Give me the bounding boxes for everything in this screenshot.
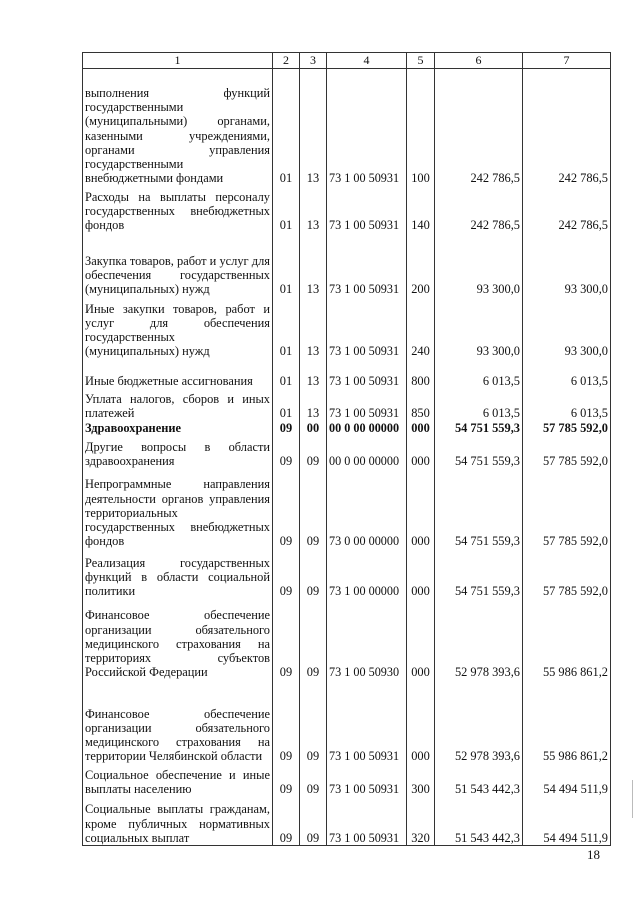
row-name: Реализация государственных функций в области социальной политики: [83, 549, 273, 599]
row-name: выполнения функций государственными (муниципальными) органами, казенными учреждениями, органами управления государственными внебюджетными фондами: [83, 69, 273, 186]
row-target-code: 73 1 00 50931: [327, 797, 407, 846]
table-row: [83, 389, 611, 421]
row-amount-2: 55 986 861,2: [523, 599, 611, 680]
row-target-code: 00 0 00 00000: [327, 436, 407, 469]
row-amount-2: 57 785 592,0: [523, 436, 611, 469]
row-subsection: 13: [300, 186, 327, 233]
row-amount-1: 52 978 393,6: [435, 680, 523, 764]
table-row: [83, 359, 611, 389]
row-target-code: 73 1 00 50931: [327, 680, 407, 764]
row-name: Иные закупки товаров, работ и услуг для обеспечения государственных (муниципальных) нужд: [83, 297, 273, 359]
budget-table: [82, 52, 611, 846]
row-name: Непрограммные направления деятельности органов управления территориальных государственных внебюджетных фондов: [83, 469, 273, 549]
row-section: 01: [273, 69, 300, 186]
row-expense-type: 800: [407, 359, 435, 389]
header-col-5: 5: [407, 53, 435, 69]
row-section: 09: [273, 421, 300, 436]
row-name: Социальное обеспечение и иные выплаты населению: [83, 764, 273, 797]
table-row: [83, 297, 611, 359]
row-subsection: 00: [300, 421, 327, 436]
row-amount-1: 54 751 559,3: [435, 421, 523, 436]
header-col-4: 4: [327, 53, 407, 69]
row-subsection: 09: [300, 599, 327, 680]
row-expense-type: 140: [407, 186, 435, 233]
table-row: [83, 186, 611, 233]
table-row: [83, 764, 611, 797]
row-subsection: 13: [300, 233, 327, 297]
row-subsection: 09: [300, 764, 327, 797]
row-amount-1: 54 751 559,3: [435, 549, 523, 599]
table-row: [83, 469, 611, 549]
header-col-2: 2: [273, 53, 300, 69]
row-expense-type: 850: [407, 389, 435, 421]
header-col-6: 6: [435, 53, 523, 69]
row-section: 09: [273, 680, 300, 764]
row-target-code: 73 1 00 50931: [327, 233, 407, 297]
row-name: Уплата налогов, сборов и иных платежей: [83, 389, 273, 421]
row-amount-2: 57 785 592,0: [523, 469, 611, 549]
row-section: 01: [273, 389, 300, 421]
row-target-code: 73 1 00 50931: [327, 186, 407, 233]
row-amount-1: 93 300,0: [435, 233, 523, 297]
row-amount-2: 57 785 592,0: [523, 549, 611, 599]
row-amount-1: 6 013,5: [435, 359, 523, 389]
row-name: Расходы на выплаты персоналу государственных внебюджетных фондов: [83, 186, 273, 233]
row-expense-type: 000: [407, 680, 435, 764]
row-target-code: 73 1 00 50931: [327, 359, 407, 389]
scan-edge-mark: [632, 780, 633, 818]
row-name: Иные бюджетные ассигнования: [83, 359, 273, 389]
table-row: [83, 549, 611, 599]
row-subsection: 13: [300, 389, 327, 421]
row-name: Другие вопросы в области здравоохранения: [83, 436, 273, 469]
row-name: Закупка товаров, работ и услуг для обеспечения государственных (муниципальных) нужд: [83, 233, 273, 297]
row-target-code: 73 1 00 50931: [327, 69, 407, 186]
row-amount-2: 242 786,5: [523, 69, 611, 186]
row-expense-type: 000: [407, 549, 435, 599]
page-number: 18: [587, 847, 600, 862]
row-amount-2: 54 494 511,9: [523, 764, 611, 797]
row-subsection: 13: [300, 297, 327, 359]
header-col-1: 1: [83, 53, 273, 69]
row-expense-type: 300: [407, 764, 435, 797]
header-col-3: 3: [300, 53, 327, 69]
row-section: 09: [273, 549, 300, 599]
row-subsection: 13: [300, 359, 327, 389]
row-expense-type: 000: [407, 599, 435, 680]
row-expense-type: 240: [407, 297, 435, 359]
row-section: 01: [273, 233, 300, 297]
row-amount-1: 54 751 559,3: [435, 469, 523, 549]
row-amount-2: 93 300,0: [523, 233, 611, 297]
row-section: 09: [273, 469, 300, 549]
row-section: 09: [273, 436, 300, 469]
row-amount-1: 51 543 442,3: [435, 764, 523, 797]
row-amount-1: 6 013,5: [435, 389, 523, 421]
row-expense-type: 320: [407, 797, 435, 846]
table-row: [83, 69, 611, 186]
row-amount-2: 93 300,0: [523, 297, 611, 359]
table-row: [83, 599, 611, 680]
row-amount-1: 93 300,0: [435, 297, 523, 359]
row-expense-type: 000: [407, 436, 435, 469]
row-expense-type: 200: [407, 233, 435, 297]
row-amount-2: 54 494 511,9: [523, 797, 611, 846]
row-target-code: 00 0 00 00000: [327, 421, 407, 436]
row-subsection: 13: [300, 69, 327, 186]
row-section: 01: [273, 186, 300, 233]
row-section: 09: [273, 797, 300, 846]
row-target-code: 73 1 00 50930: [327, 599, 407, 680]
row-amount-1: 242 786,5: [435, 186, 523, 233]
row-amount-2: 57 785 592,0: [523, 421, 611, 436]
row-subsection: 09: [300, 797, 327, 846]
row-amount-2: 55 986 861,2: [523, 680, 611, 764]
row-target-code: 73 1 00 00000: [327, 549, 407, 599]
row-amount-1: 52 978 393,6: [435, 599, 523, 680]
row-expense-type: 000: [407, 421, 435, 436]
table-row: [83, 233, 611, 297]
row-target-code: 73 1 00 50931: [327, 297, 407, 359]
table-row: [83, 436, 611, 469]
row-name: Здравоохранение: [83, 421, 273, 436]
row-target-code: 73 1 00 50931: [327, 389, 407, 421]
row-amount-1: 54 751 559,3: [435, 436, 523, 469]
row-section: 01: [273, 359, 300, 389]
header-col-7: 7: [523, 53, 611, 69]
table-row: [83, 680, 611, 764]
header-row: [83, 53, 611, 69]
row-expense-type: 000: [407, 469, 435, 549]
row-subsection: 09: [300, 469, 327, 549]
row-subsection: 09: [300, 549, 327, 599]
row-amount-2: 6 013,5: [523, 389, 611, 421]
row-amount-1: 242 786,5: [435, 69, 523, 186]
row-expense-type: 100: [407, 69, 435, 186]
row-name: Финансовое обеспечение организации обязательного медицинского страхования на территории Челябинской области: [83, 680, 273, 764]
row-amount-1: 51 543 442,3: [435, 797, 523, 846]
table-row: [83, 421, 611, 436]
row-amount-2: 242 786,5: [523, 186, 611, 233]
row-name: Социальные выплаты гражданам, кроме публичных нормативных социальных выплат: [83, 797, 273, 846]
row-section: 01: [273, 297, 300, 359]
row-section: 09: [273, 599, 300, 680]
row-subsection: 09: [300, 436, 327, 469]
row-target-code: 73 0 00 00000: [327, 469, 407, 549]
row-amount-2: 6 013,5: [523, 359, 611, 389]
row-name: Финансовое обеспечение организации обязательного медицинского страхования на территориях субъектов Российской Федерации: [83, 599, 273, 680]
row-section: 09: [273, 764, 300, 797]
table-row: [83, 797, 611, 846]
row-target-code: 73 1 00 50931: [327, 764, 407, 797]
row-subsection: 09: [300, 680, 327, 764]
